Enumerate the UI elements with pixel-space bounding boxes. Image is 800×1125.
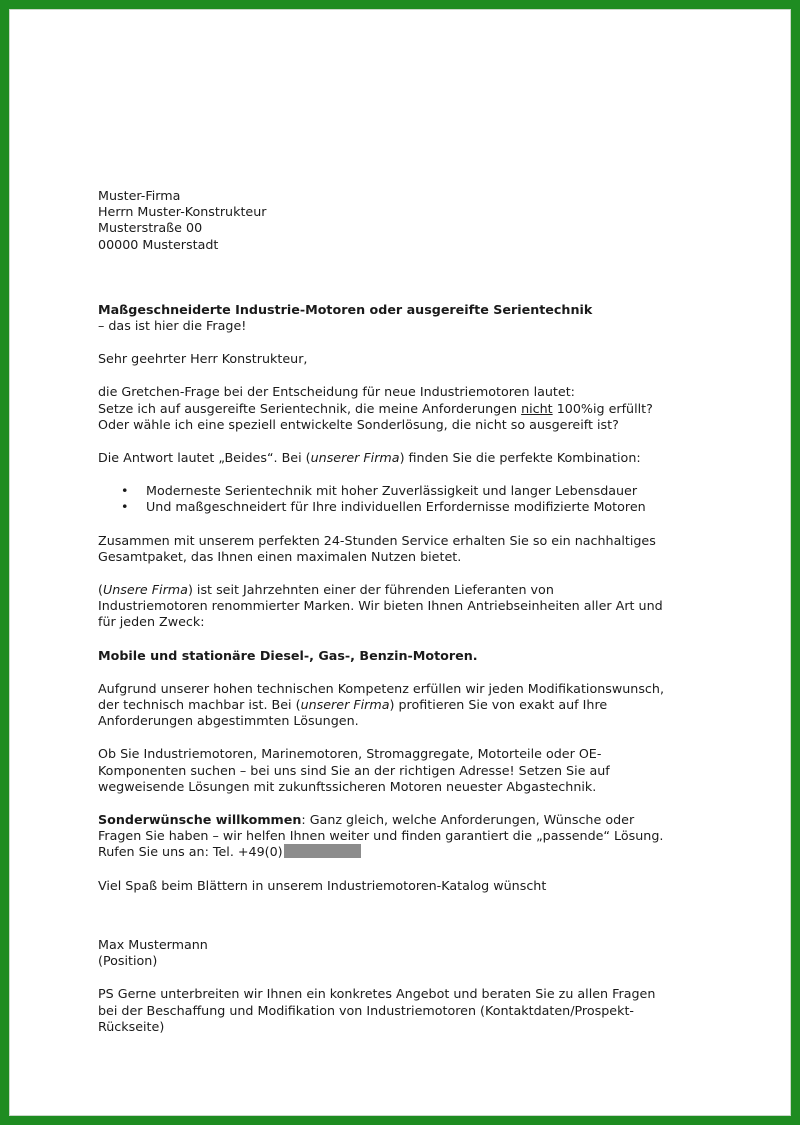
- feature-list: [98, 483, 708, 515]
- company-line-1-rest: ) ist seit Jahrzehnten einer der führenden Lieferanten von: [187, 582, 554, 598]
- products-line-1: Ob Sie Industriemotoren, Marinemotoren, Stromaggregate, Motorteile oder OE-: [98, 746, 602, 762]
- special-line-3: [98, 844, 708, 860]
- competence-line-1: Aufgrund unserer hohen technischen Kompetenz erfüllen wir jeden Modifikationswunsch,: [98, 680, 664, 696]
- competence-paragraph: [98, 681, 708, 730]
- postscript: [98, 986, 708, 1035]
- company-line-1: [98, 582, 708, 598]
- company-line-3: für jeden Zweck:: [98, 614, 205, 630]
- phone-label: Rufen Sie uns an: Tel. +49(0): [98, 844, 283, 860]
- special-line-2: Fragen Sie haben – wir helfen Ihnen weiter und finden garantiert die „passende“ Lösung.: [98, 828, 664, 844]
- competence-line-2: [98, 697, 708, 713]
- highlight-heading: Mobile und stationäre Diesel-, Gas-, Benzin-Motoren.: [98, 647, 478, 663]
- subject: [98, 302, 708, 334]
- company-line-2: Industriemotoren renommierter Marken. Wir bieten Ihnen Antriebseinheiten aller Art und: [98, 598, 663, 614]
- competence-line-2-start: der technisch machbar ist. Bei (: [98, 697, 301, 713]
- products-line-2: Komponenten suchen – bei uns sind Sie an der richtigen Adresse! Setzen Sie auf: [98, 762, 610, 778]
- recipient-city: 00000 Musterstadt: [98, 236, 219, 252]
- intro-line-2-end: 100%ig erfüllt?: [552, 400, 653, 416]
- service-paragraph: [98, 533, 708, 565]
- intro-line-2-start: Setze ich auf ausgereifte Serientechnik, die meine Anforderungen: [98, 400, 522, 416]
- intro-paragraph: [98, 384, 708, 433]
- company-line-1-open: (: [98, 582, 103, 598]
- service-line-1: Zusammen mit unserem perfekten 24-Stunden Service erhalten Sie so ein nachhaltiges: [98, 532, 656, 548]
- answer-paragraph: [98, 450, 708, 466]
- special-paragraph: [98, 812, 708, 861]
- signature: [98, 937, 708, 969]
- ps-line-1: PS Gerne unterbreiten wir Ihnen ein konkretes Angebot und beraten Sie zu allen Fragen: [98, 986, 656, 1002]
- competence-company: unserer Firma: [300, 697, 390, 713]
- special-line-1-rest: : Ganz gleich, welche Anforderungen, Wünsche oder: [301, 812, 635, 828]
- ps-line-3: Rückseite): [98, 1018, 165, 1034]
- service-line-2: Gesamtpaket, das Ihnen einen maximalen Nutzen bietet.: [98, 548, 462, 564]
- subject-title: Maßgeschneiderte Industrie-Motoren oder ausgereifte Serientechnik: [98, 301, 593, 317]
- ps-line-2: bei der Beschaffung und Modifikation von Industriemotoren (Kontaktdaten/Prospekt-: [98, 1002, 634, 1018]
- list-item: [98, 483, 708, 499]
- company-name: Unsere Firma: [102, 582, 188, 598]
- phone-number-redaction: [284, 844, 361, 858]
- signature-position: (Position): [98, 953, 158, 969]
- answer-start: Die Antwort lautet „Beides“. Bei (: [98, 450, 311, 466]
- recipient-street: Musterstraße 00: [98, 220, 203, 236]
- list-item: [98, 499, 708, 515]
- intro-line-2: [98, 401, 708, 417]
- company-paragraph: [98, 582, 708, 631]
- competence-line-2-end: ) profitieren Sie von exakt auf Ihre: [389, 697, 608, 713]
- answer-company: unserer Firma: [310, 450, 400, 466]
- products-line-3: wegweisende Lösungen mit zukunftssicheren Motoren neuester Abgastechnik.: [98, 778, 597, 794]
- intro-underlined-word: nicht: [521, 400, 553, 416]
- letter-body: [98, 188, 708, 1035]
- recipient-address: [98, 188, 708, 253]
- bullet-icon: •: [121, 499, 129, 515]
- special-heading: Sonderwünsche willkommen: [98, 812, 302, 828]
- list-item-text: Und maßgeschneidert für Ihre individuellen Erfordernisse modifizierte Motoren: [146, 499, 646, 515]
- recipient-contact: Herrn Muster-Konstrukteur: [98, 204, 267, 220]
- subject-subtitle: – das ist hier die Frage!: [98, 318, 247, 334]
- bullet-icon: •: [121, 483, 129, 499]
- recipient-company: Muster-Firma: [98, 188, 181, 203]
- list-item-text: Moderneste Serientechnik mit hoher Zuverlässigkeit und langer Lebensdauer: [146, 483, 638, 499]
- closing-line: Viel Spaß beim Blättern in unserem Industriemotoren-Katalog wünscht: [98, 877, 547, 893]
- intro-line-3: Oder wähle ich eine speziell entwickelte Sonderlösung, die nicht so ausgereift ist?: [98, 416, 619, 432]
- competence-line-3: Anforderungen abgestimmten Lösungen.: [98, 713, 359, 729]
- products-paragraph: [98, 746, 708, 795]
- answer-end: ) finden Sie die perfekte Kombination:: [399, 450, 641, 466]
- intro-line-1: die Gretchen-Frage bei der Entscheidung für neue Industriemotoren lautet:: [98, 384, 575, 400]
- signature-name: Max Mustermann: [98, 936, 208, 952]
- special-line-1: [98, 812, 708, 828]
- salutation: Sehr geehrter Herr Konstrukteur,: [98, 351, 308, 367]
